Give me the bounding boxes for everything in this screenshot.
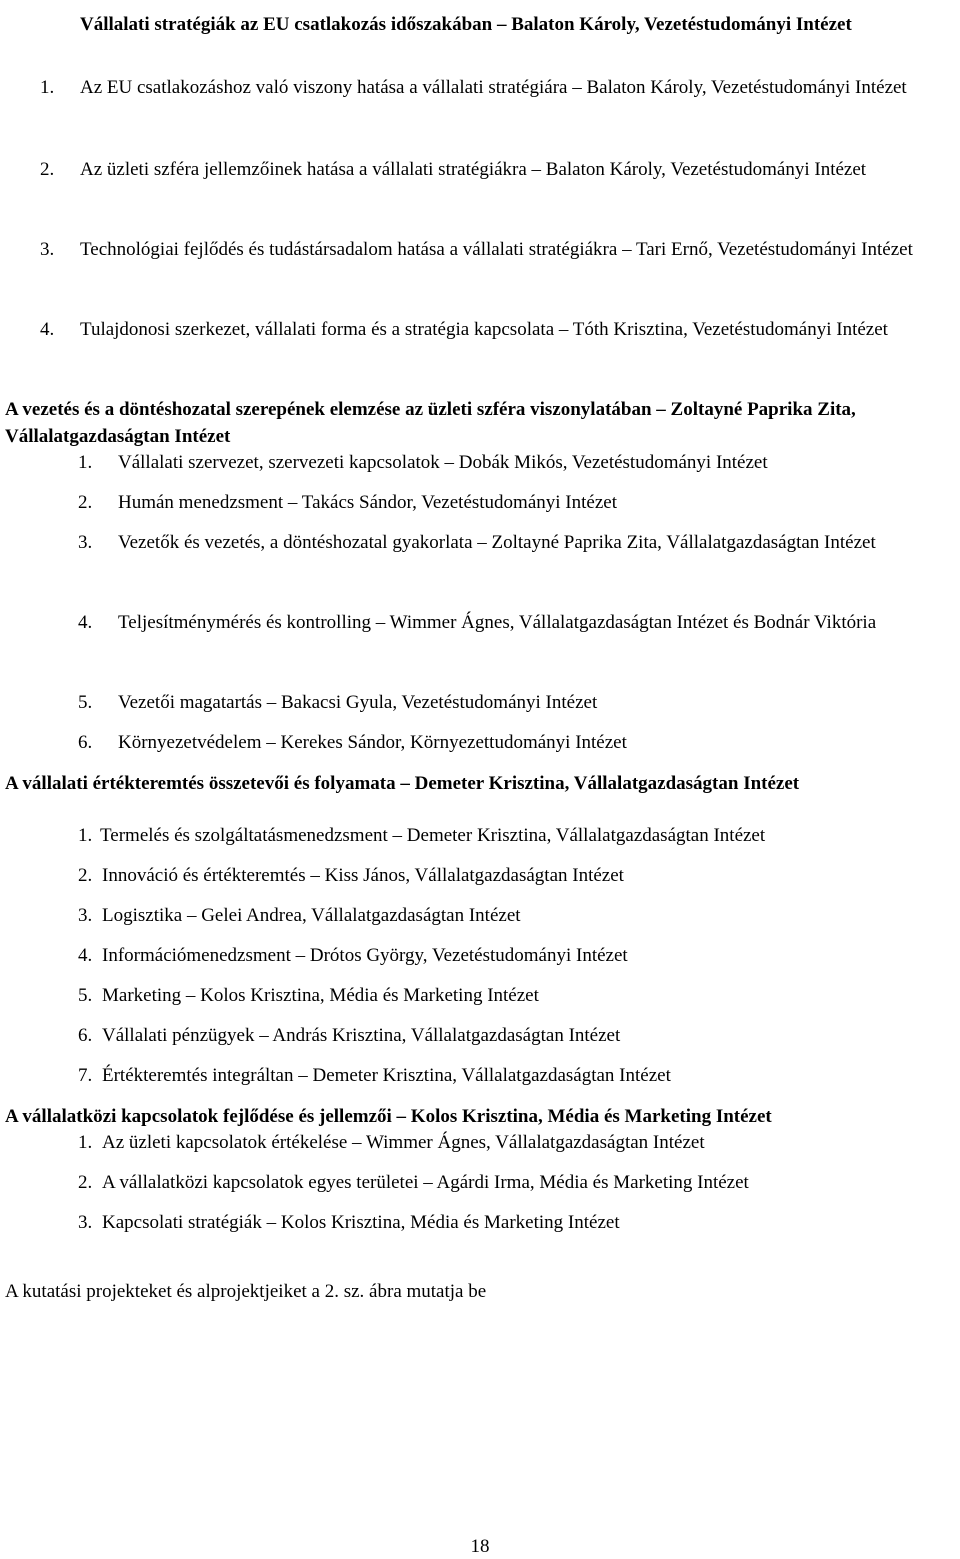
section-2-item-6 <box>78 723 955 763</box>
section-2-item-5 <box>78 683 955 723</box>
item-text: Marketing – Kolos Krisztina, Média és Marketing Intézet <box>102 985 539 1006</box>
section-2-title: A vezetés és a döntéshozatal szerepének elemzése az üzleti szféra viszonylatában – Zoltayné Paprika Zita, Vállalatgazdaságtan Intézet <box>5 399 856 447</box>
item-number: 3. <box>40 239 55 260</box>
item-number: 1. <box>40 77 55 98</box>
item-number: 1. <box>78 1132 93 1153</box>
item-number: 3. <box>78 1212 93 1233</box>
section-3-item-2 <box>78 856 955 896</box>
item-text: Teljesítménymérés és kontrolling – Wimmer Ágnes, Vállalatgazdaságtan Intézet és Bodnár Viktória <box>118 612 877 633</box>
section-1-item-4 <box>40 310 955 350</box>
section-1-title: Vállalati stratégiák az EU csatlakozás időszakában – Balaton Károly, Vezetéstudományi Intézet <box>80 14 852 35</box>
item-number: 3. <box>78 905 93 926</box>
section-3-item-4 <box>78 936 955 976</box>
item-text: Innováció és értékteremtés – Kiss János, Vállalatgazdaságtan Intézet <box>102 865 624 886</box>
section-1-item-3 <box>40 230 955 270</box>
section-4-item-2 <box>78 1163 955 1203</box>
item-number: 2. <box>78 1172 93 1193</box>
section-2-item-1 <box>78 443 955 483</box>
item-text: Információmenedzsment – Drótos György, Vezetéstudományi Intézet <box>102 945 628 966</box>
item-text: A vállalatközi kapcsolatok egyes területei – Agárdi Irma, Média és Marketing Intézet <box>102 1172 749 1193</box>
section-3-title: A vállalati értékteremtés összetevői és folyamata – Demeter Krisztina, Vállalatgazdaságtan Intézet <box>5 773 800 794</box>
item-text: Az üzleti kapcsolatok értékelése – Wimmer Ágnes, Vállalatgazdaságtan Intézet <box>102 1132 705 1153</box>
item-number: 6. <box>78 732 93 753</box>
item-number: 1. <box>78 452 93 473</box>
item-text: Technológiai fejlődés és tudástársadalom hatása a vállalati stratégiákra – Tari Ernő, Vezetéstudományi Intézet <box>80 239 913 260</box>
item-text: Értékteremtés integráltan – Demeter Krisztina, Vállalatgazdaságtan Intézet <box>102 1065 671 1086</box>
item-text: Tulajdonosi szerkezet, vállalati forma és a stratégia kapcsolata – Tóth Krisztina, Vezetéstudományi Intézet <box>80 319 888 340</box>
section-3-item-3 <box>78 896 955 936</box>
section-3-item-6 <box>78 1016 955 1056</box>
section-4-item-3 <box>78 1203 955 1243</box>
section-3-item-1 <box>78 816 955 856</box>
item-text: Környezetvédelem – Kerekes Sándor, Környezettudományi Intézet <box>118 732 627 753</box>
item-number: 2. <box>78 492 93 513</box>
item-text: Vezetői magatartás – Bakacsi Gyula, Vezetéstudományi Intézet <box>118 692 598 713</box>
item-number: 7. <box>78 1065 93 1086</box>
item-number: 1. <box>78 825 93 846</box>
item-text: Az EU csatlakozáshoz való viszony hatása a vállalati stratégiára – Balaton Károly, Vezetéstudományi Intézet <box>80 77 907 98</box>
item-number: 6. <box>78 1025 93 1046</box>
section-2-item-4 <box>78 603 955 643</box>
item-text: Humán menedzsment – Takács Sándor, Vezetéstudományi Intézet <box>118 492 617 513</box>
figure-reference-note: A kutatási projekteket és alprojektjeiket a 2. sz. ábra mutatja be <box>5 1281 487 1302</box>
item-number: 5. <box>78 692 93 713</box>
item-text: Termelés és szolgáltatásmenedzsment – Demeter Krisztina, Vállalatgazdaságtan Intézet <box>100 825 766 846</box>
item-number: 4. <box>40 319 55 340</box>
section-1-item-2 <box>40 150 955 190</box>
item-text: Vállalati pénzügyek – András Krisztina, Vállalatgazdaságtan Intézet <box>102 1025 621 1046</box>
section-1-item-1 <box>40 68 955 108</box>
section-2-item-2 <box>78 483 955 523</box>
item-number: 4. <box>78 945 93 966</box>
section-3-item-5 <box>78 976 955 1016</box>
page-number: 18 <box>470 1536 490 1557</box>
item-number: 4. <box>78 612 93 633</box>
item-text: Kapcsolati stratégiák – Kolos Krisztina, Média és Marketing Intézet <box>102 1212 620 1233</box>
section-2-item-3 <box>78 523 955 563</box>
item-number: 5. <box>78 985 93 1006</box>
section-3-item-7 <box>78 1056 955 1096</box>
section-4-title: A vállalatközi kapcsolatok fejlődése és jellemzői – Kolos Krisztina, Média és Marketing Intézet <box>5 1106 772 1127</box>
item-number: 3. <box>78 532 93 553</box>
item-text: Logisztika – Gelei Andrea, Vállalatgazdaságtan Intézet <box>102 905 521 926</box>
item-text: Az üzleti szféra jellemzőinek hatása a vállalati stratégiákra – Balaton Károly, Vezetéstudományi Intézet <box>80 159 867 180</box>
item-number: 2. <box>40 159 55 180</box>
item-number: 2. <box>78 865 93 886</box>
item-text: Vállalati szervezet, szervezeti kapcsolatok – Dobák Mikós, Vezetéstudományi Intézet <box>118 452 768 473</box>
section-4-item-1 <box>78 1123 955 1163</box>
item-text: Vezetők és vezetés, a döntéshozatal gyakorlata – Zoltayné Paprika Zita, Vállalatgazdaságtan Intézet <box>118 532 876 553</box>
